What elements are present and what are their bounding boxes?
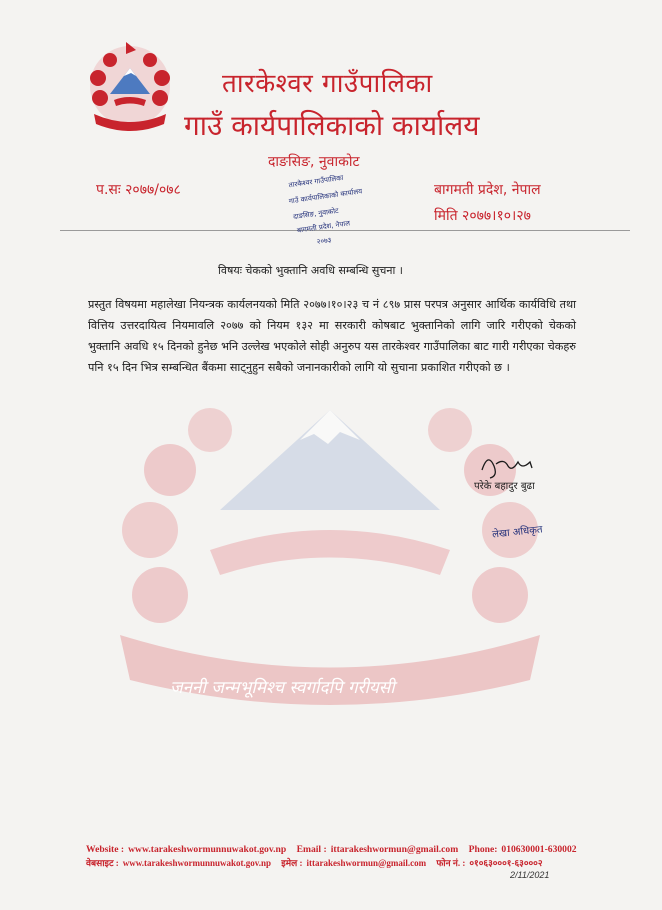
office-title: तारकेश्वर गाउँपालिका xyxy=(222,69,433,99)
reference-number: प.सः २०७७/०७८ xyxy=(96,182,181,198)
office-subtitle: गाउँ कार्यपालिकाको कार्यालय xyxy=(184,109,480,142)
watermark-emblem xyxy=(100,360,560,720)
footer-contact-en xyxy=(86,844,577,855)
stamp-line-1: तारकेश्वर गाउँपालिका xyxy=(288,173,344,190)
nepal-map-icon xyxy=(210,530,450,575)
nepal-emblem-icon xyxy=(80,38,180,138)
footer-website-link[interactable]: www.tarakeshwormunnuwakot.gov.np xyxy=(128,844,287,855)
stamp-line-2: गाउँ कार्यपालिकाको कार्यालय xyxy=(288,187,363,206)
office-stamp xyxy=(286,160,372,252)
footer-website-link-np[interactable]: www.tarakeshwormunnuwakot.gov.np xyxy=(122,858,272,868)
stamp-line-5: २०७३ xyxy=(316,236,332,246)
footer-phone-label-np: फोन नं. : xyxy=(436,858,466,868)
stamp-line-3: दाङसिङ, नुवाकोट xyxy=(292,206,340,222)
signatory-name: परेके बहादुर बुढा xyxy=(474,481,535,492)
footer-email-label: Email : xyxy=(296,844,327,855)
letter-date: मिति २०७७।१०।२७ xyxy=(434,208,531,224)
footer-email-label-np: इमेल : xyxy=(281,858,303,868)
watermark-motto: जननी जन्मभूमिश्च स्वर्गादपि गरीयसी xyxy=(170,678,395,698)
office-province: बागमती प्रदेश, नेपाल xyxy=(434,182,541,198)
footer-email-link[interactable]: ittarakeshwormun@gmail.com xyxy=(330,844,459,855)
footer-phone-label: Phone: xyxy=(468,844,498,855)
letter-subject: विषयः चेकको भुक्तानि अवधि सम्बन्धि सुचना । xyxy=(218,264,403,277)
footer-website-label-np: वेबसाइट : xyxy=(86,858,119,868)
letter-body: प्रस्तुत विषयमा महालेखा नियन्त्रक कार्यलनयको मिति २०७७।१०।२३ च नं ८९७ प्रास परपत्र अनुसार आर्थिक कार्यविधि तथा वित्तिय उत्तरदायित्व नियमावलि २०७७ को नियम १३२ मा सरकारी कोषबाट भुक्तानिको लागि जारि गरीएको चेकको भुक्तानि अवधि १५ दिनको हुनेछ भनि उल्लेख भएकोले सोही अनुरुप यस तारकेश्वर गाउँपालिका बाट गारी गरीएका चेकहरु पनि १५ दिन भित्र सम्बन्धित बैंकमा साट्नुहुन सबैको जनानकारीको लागि यो सुचाना प्रकाशित गरीएको छ । xyxy=(88,298,576,374)
print-date: 2/11/2021 xyxy=(510,870,550,880)
office-location: दाङसिङ, नुवाकोट xyxy=(268,154,360,170)
footer-email-link-np[interactable]: ittarakeshwormun@gmail.com xyxy=(306,858,427,868)
signatory-title: लेखा अधिकृत xyxy=(491,524,544,541)
footer-phone: 010630001-630002 xyxy=(501,844,577,855)
footer-website-label: Website : xyxy=(86,844,125,855)
footer-contact-np xyxy=(86,856,543,869)
mountain-icon xyxy=(220,410,440,510)
stamp-line-4: बागमती प्रदेश, नेपाल xyxy=(296,219,351,235)
footer-phone-np: ०१०६३०००१-६३०००२ xyxy=(469,858,543,868)
